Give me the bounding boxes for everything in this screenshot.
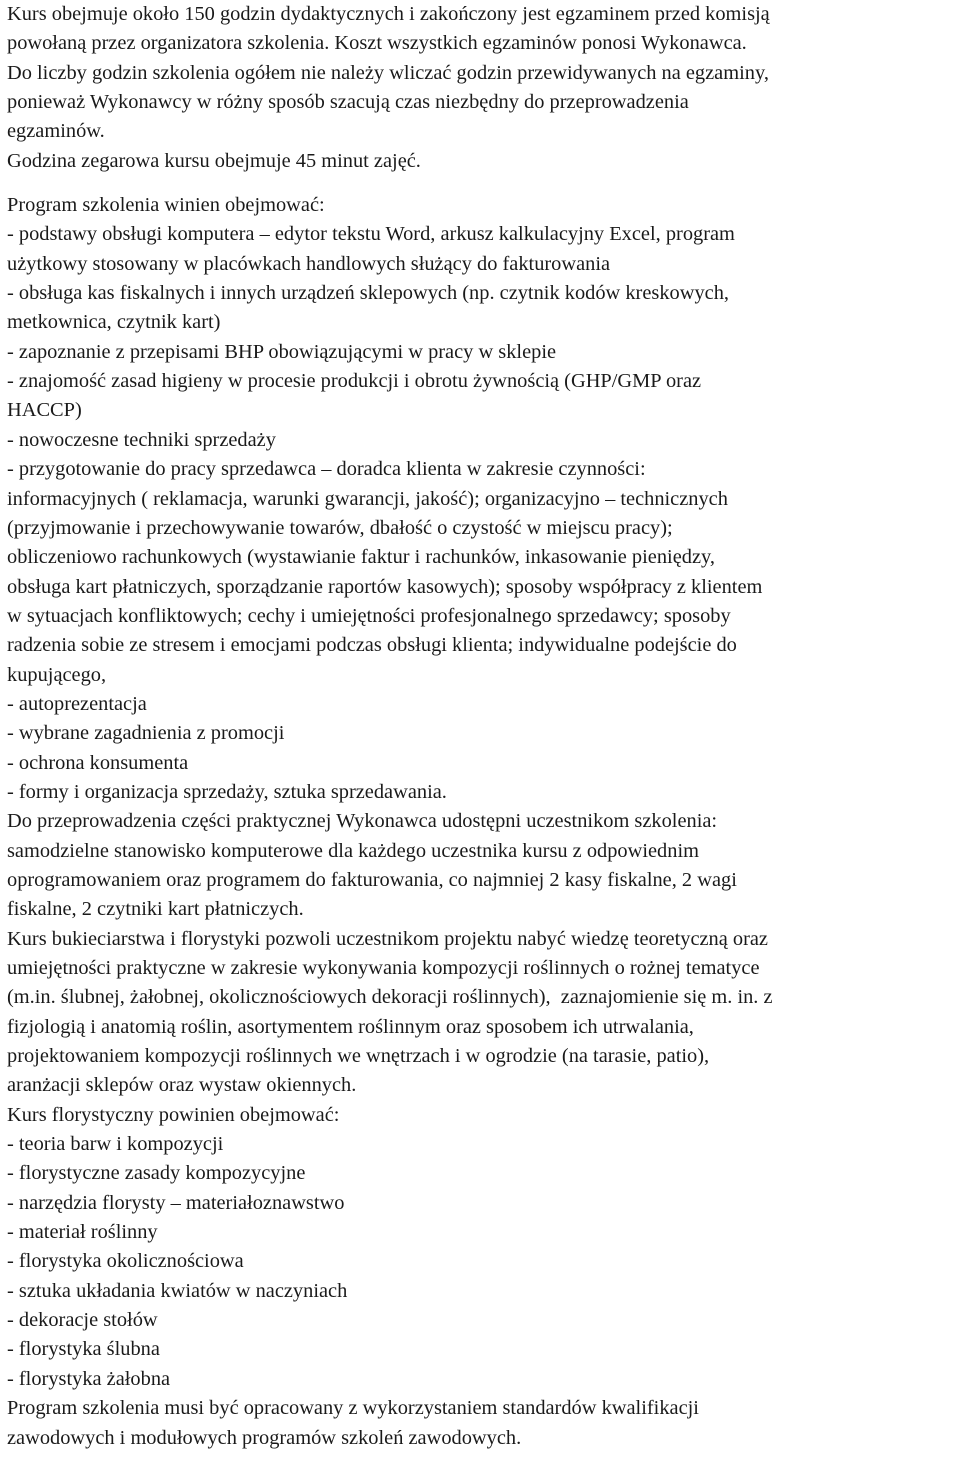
text-line: - florystyka okolicznościowa (7, 1250, 244, 1273)
text-line: - wybrane zagadnienia z promocji (7, 722, 285, 745)
text-line: - sztuka układania kwiatów w naczyniach (7, 1279, 348, 1302)
paragraph-gap (7, 176, 954, 191)
text-line: Godzina zegarowa kursu obejmuje 45 minut zajęć. (7, 149, 421, 172)
text-line: HACCP) (7, 399, 82, 422)
text-line: - autoprezentacja (7, 692, 147, 715)
text-line: Kurs bukieciarstwa i florystyki pozwoli uczestnikom projektu nabyć wiedzę teoretyczną oraz (7, 927, 768, 950)
text-line: - narzędzia florysty – materiałoznawstwo (7, 1191, 345, 1214)
text-line: umiejętności praktyczne w zakresie wykonywania kompozycji roślinnych o rożnej tematyce (7, 957, 760, 979)
text-line: - teoria barw i kompozycji (7, 1133, 224, 1156)
text-line: - podstawy obsługi komputera – edytor tekstu Word, arkusz kalkulacyjny Excel, program (7, 223, 735, 246)
text-line: - przygotowanie do pracy sprzedawca – doradca klienta w zakresie czynności: (7, 458, 646, 481)
text-line: samodzielne stanowisko komputerowe dla każdego uczestnika kursu z odpowiednim (7, 839, 699, 862)
text-line: - florystyczne zasady kompozycyjne (7, 1162, 306, 1185)
text-line: obliczeniowo rachunkowych (wystawianie faktur i rachunków, inkasowanie pieniędzy, (7, 546, 715, 569)
text-line: Kurs florystyczny powinien obejmować: (7, 1103, 340, 1126)
text-line: - florystyka żałobna (7, 1367, 171, 1390)
text-line: zawodowych i modułowych programów szkoleń zawodowych. (7, 1426, 522, 1449)
text-line: - znajomość zasad higieny w procesie produkcji i obrotu żywnością (GHP/GMP oraz (7, 370, 702, 393)
text-line: - obsługa kas fiskalnych i innych urządzeń sklepowych (np. czytnik kodów kreskowych, (7, 282, 729, 305)
text-line: - ochrona konsumenta (7, 751, 189, 774)
text-line: Do liczby godzin szkolenia ogółem nie należy wliczać godzin przewidywanych na egzaminy, (7, 61, 769, 84)
text-line: - materiał roślinny (7, 1221, 158, 1244)
text-line: - formy i organizacja sprzedaży, sztuka sprzedawania. (7, 780, 447, 803)
document-body (7, 0, 954, 1453)
text-line: egzaminów. (7, 120, 105, 143)
text-line: (przyjmowanie i przechowywanie towarów, dbałość o czystość w miejscu pracy); (7, 516, 673, 539)
text-line: powołaną przez organizatora szkolenia. Koszt wszystkich egzaminów ponosi Wykonawca. (7, 32, 747, 55)
text-line: (m.in. ślubnej, żałobnej, okolicznościowych dekoracji roślinnych), zaznajomienie się m. in. z (7, 986, 773, 1009)
text-line: aranżacji sklepów oraz wystaw okiennych. (7, 1074, 357, 1097)
text-line: Kurs obejmuje około 150 godzin dydaktycznych i zakończony jest egzaminem przed komisją (7, 3, 770, 25)
text-line: - dekoracje stołów (7, 1309, 158, 1332)
text-line: informacyjnych ( reklamacja, warunki gwarancji, jakość); organizacyjno – technicznych (7, 487, 728, 510)
text-line: Program szkolenia musi być opracowany z wykorzystaniem standardów kwalifikacji (7, 1397, 699, 1420)
text-line: fizjologią i anatomią roślin, asortymentem roślinnym oraz sposobem ich utrwalania, (7, 1015, 694, 1038)
text-line: oprogramowaniem oraz programem do fakturowania, co najmniej 2 kasy fiskalne, 2 wagi (7, 868, 737, 891)
text-line: użytkowy stosowany w placówkach handlowych służący do fakturowania (7, 252, 611, 275)
text-line: radzenia sobie ze stresem i emocjami podczas obsługi klienta; indywidualne podejście do (7, 634, 737, 657)
text-line: Program szkolenia winien obejmować: (7, 194, 325, 217)
text-line: metkownica, czytnik kart) (7, 311, 221, 334)
text-line: Do przeprowadzenia części praktycznej Wykonawca udostępni uczestnikom szkolenia: (7, 810, 718, 833)
text-line: - florystyka ślubna (7, 1338, 160, 1361)
course-hours-section (7, 0, 954, 176)
text-line: ponieważ Wykonawcy w różny sposób szacują czas niezbędny do przeprowadzenia (7, 91, 689, 114)
text-line: - nowoczesne techniki sprzedaży (7, 428, 276, 451)
text-line: - zapoznanie z przepisami BHP obowiązującymi w pracy w sklepie (7, 340, 557, 363)
text-line: kupującego, (7, 663, 107, 686)
text-line: w sytuacjach konfliktowych; cechy i umiejętności profesjonalnego sprzedawcy; sposoby (7, 604, 731, 627)
text-line: obsługa kart płatniczych, sporządzanie raportów kasowych); sposoby współpracy z klientem (7, 575, 763, 598)
text-line: fiskalne, 2 czytniki kart płatniczych. (7, 898, 304, 921)
training-program-section (7, 191, 954, 1453)
text-line: projektowaniem kompozycji roślinnych we wnętrzach i w ogrodzie (na tarasie, patio), (7, 1045, 710, 1068)
